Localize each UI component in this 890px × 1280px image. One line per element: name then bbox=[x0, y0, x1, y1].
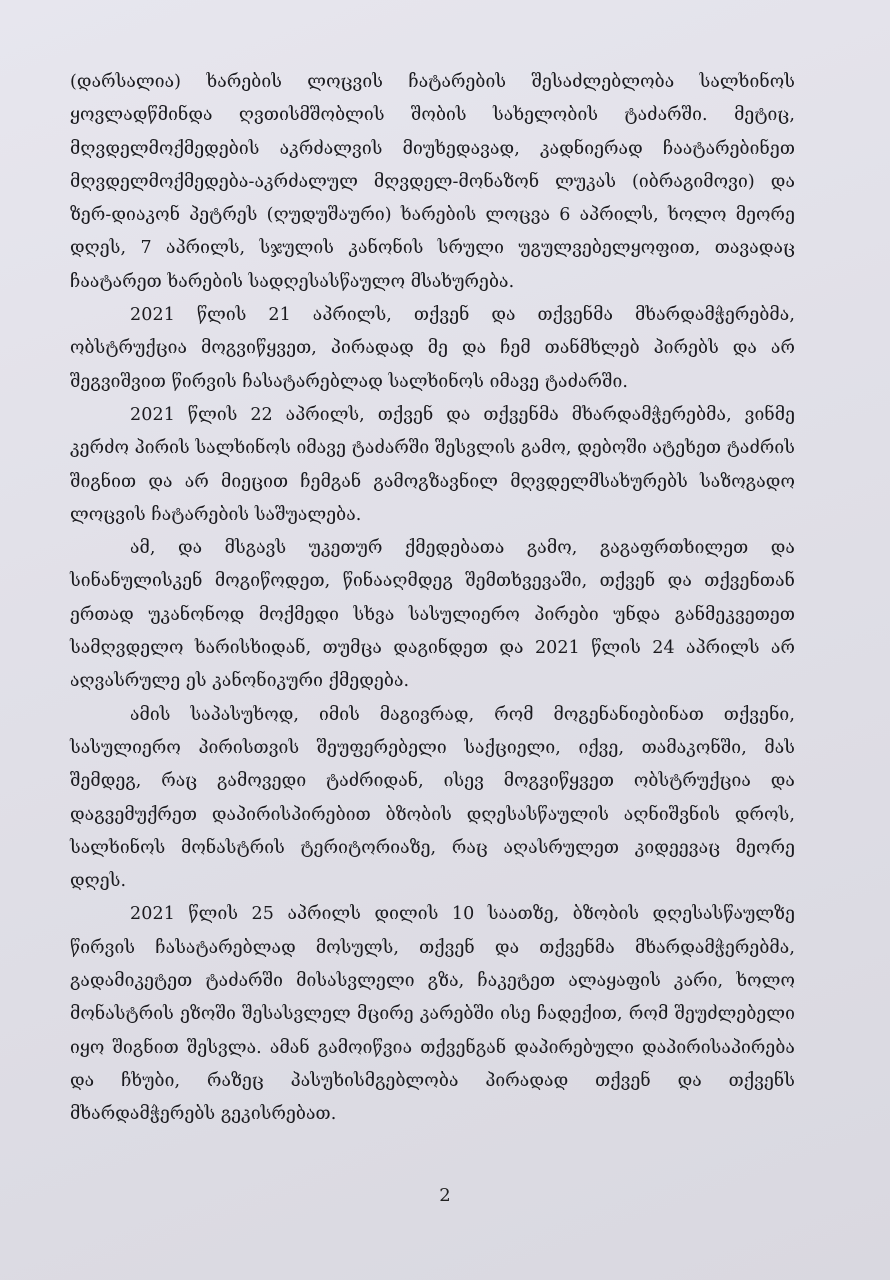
document-body bbox=[70, 66, 795, 1132]
paragraph-5: ამის საპასუხოდ, იმის მაგივრად, რომ მოგენანიებინათ თქვენი, სასულიერო პირისთვის შეუფერებელი საქციელი, იქვე, თამაკონში, მას შემდეგ, რაც გამოვედი ტაძრიდან, ისევ მოგვიწყვეთ ობსტრუქცია და დაგვემუქრეთ დაპირისპირებით ბზობის დღესასწაულის აღნიშვნის დროს, სალხინოს მონასტრის ტერიტორიაზე, რაც აღასრულეთ კიდეევაც მეორე დღეს. bbox=[70, 704, 795, 892]
paragraph-4: ამ, და მსგავს უკეთურ ქმედებათა გამო, გაგაფრთხილეთ და სინანულისკენ მოგიწოდეთ, წინააღმდეგ შემთხვევაში, თქვენ და თქვენთან ერთად უკანონოდ მოქმედი სხვა სასულიერო პირები უნდა განმეკვეთეთ სამღვდელო ხარისხიდან, თუმცა დაგინდეთ და 2021 წლის 24 აპრილს არ აღვასრულე ეს კანონიკური ქმედება. bbox=[70, 538, 795, 692]
paragraph-2: 2021 წლის 21 აპრილს, თქვენ და თქვენმა მხარდამჭერებმა, ობსტრუქცია მოგვიწყვეთ, პირადად მე და ჩემ თანმხლებ პირებს და არ შეგვიშვით წირვის ჩასატარებლად სალხინოს იმავე ტაძარში. bbox=[70, 305, 795, 392]
paragraph-3: 2021 წლის 22 აპრილს, თქვენ და თქვენმა მხარდამჭერებმა, ვინმე კერძო პირის სალხინოს იმავე ტაძარში შესვლის გამო, დებოში ატეხეთ ტაძრის შიგნით და არ მიეცით ჩემგან გამოგზავნილ მღვდელმსახურებს საზოგადო ლოცვის ჩატარების საშუალება. bbox=[70, 404, 795, 525]
paragraph-1: (დარსალია) ხარების ლოცვის ჩატარების შესაძლებლობა სალხინოს ყოვლადწმინდა ღვთისმშობლის შობის სახელობის ტაძარში. მეტიც, მღვდელმოქმედების აკრძალვის მიუხედავად, კადნიერად ჩაატარებინეთ მღვდელმოქმედება-აკრძალულ მღვდელ-მონაზონ ლუკას (იბრაგიმოვი) და ზერ-დიაკონ პეტრეს (ღუდუშაური) ხარების ლოცვა 6 აპრილს, ხოლო მეორე დღეს, 7 აპრილს, სჯულის კანონის სრული უგულვებელყოფით, თავადაც ჩაატარეთ ხარების სადღესასწაულო მსახურება. bbox=[70, 72, 795, 292]
paragraph-6: 2021 წლის 25 აპრილს დილის 10 საათზე, ბზობის დღესასწაულზე წირვის ჩასატარებლად მოსულს, თქვენ და თქვენმა მხარდამჭერებმა, გადამიკეტეთ ტაძარში მისასვლელი გზა, ჩაკეტეთ ალაყაფის კარი, ხოლო მონასტრის ეზოში შესასვლელ მცირე კარებში ისე ჩადექით, რომ შეუძლებელი იყო შიგნით შესვლა. ამან გამოიწვია თქვენგან დაპირებული დაპირისაპირება და ჩხუბი, რაზეც პასუხისმგებლობა პირადად თქვენ და თქვენს მხარდამჭერებს გეკისრებათ. bbox=[70, 904, 795, 1125]
page-number: 2 bbox=[439, 1185, 451, 1206]
